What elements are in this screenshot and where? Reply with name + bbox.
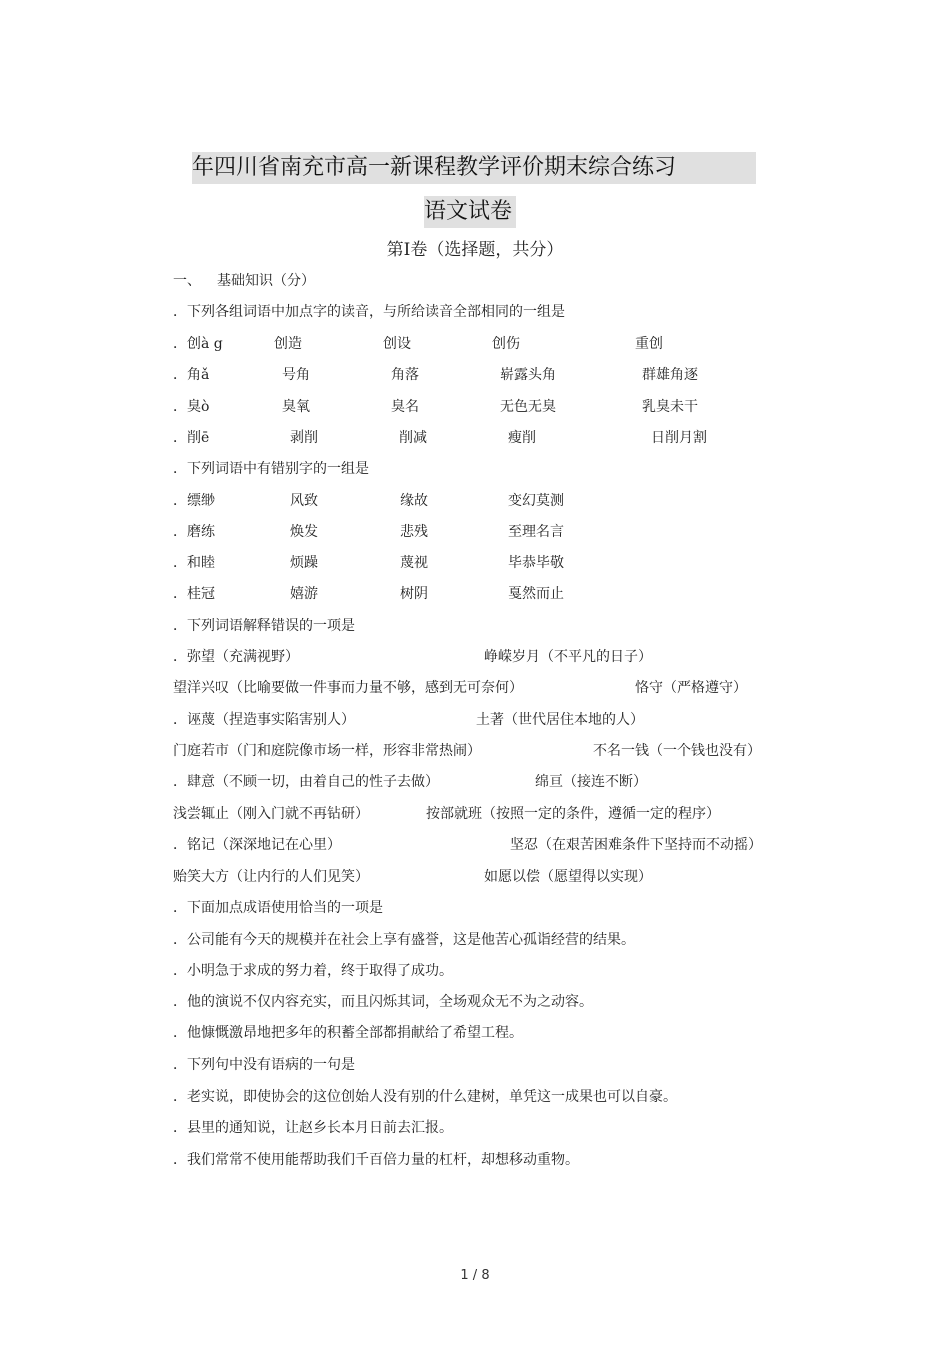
option-word: 戛然而止 xyxy=(508,586,564,602)
q5-option-c: ．我们常常不使用能帮助我们千百倍力量的杠杆，却想移动重物。 xyxy=(173,1152,579,1168)
q1-option-c xyxy=(173,396,773,418)
q5-option-a: ．老实说，即使协会的这位创始人没有别的什么建树，单凭这一成果也可以自豪。 xyxy=(173,1089,677,1105)
term-definition: 如愿以偿（愿望得以实现） xyxy=(484,869,652,885)
option-label: ．创à g xyxy=(173,336,223,352)
term-definition: 恪守（严格遵守） xyxy=(635,680,747,696)
q2-option-a xyxy=(173,490,773,512)
option-word: 焕发 xyxy=(290,524,318,540)
option-word: 至理名言 xyxy=(508,524,564,540)
term-definition: ．诬蔑（捏造事实陷害别人） xyxy=(173,712,355,728)
option-word: 臭名 xyxy=(391,399,419,415)
option-word: 嬉游 xyxy=(290,586,318,602)
option-label: ．缥缈 xyxy=(173,493,215,509)
doc-title-line2: 语文试卷 xyxy=(424,196,516,228)
q3-line-8 xyxy=(173,866,783,888)
option-label: ．和睦 xyxy=(173,555,215,571)
term-definition: 望洋兴叹（比喻要做一件事而力量不够，感到无可奈何） xyxy=(173,680,523,696)
term-definition: 峥嵘岁月（不平凡的日子） xyxy=(484,649,652,665)
q2-option-d xyxy=(173,583,773,605)
option-word: 崭露头角 xyxy=(500,367,556,383)
q3-line-7 xyxy=(173,834,783,856)
question-1-stem: ．下列各组词语中加点字的读音，与所给读音全部相同的一组是 xyxy=(173,304,565,320)
q1-option-a xyxy=(173,333,773,355)
option-label: ．角ǎ xyxy=(173,367,210,383)
question-5-stem: ．下列句中没有语病的一句是 xyxy=(173,1057,355,1073)
q2-option-b xyxy=(173,521,773,543)
option-word: 创伤 xyxy=(492,336,520,352)
term-definition: 门庭若市（门和庭院像市场一样，形容非常热闹） xyxy=(173,743,481,759)
option-word: 日削月割 xyxy=(651,430,707,446)
option-word: 削减 xyxy=(399,430,427,446)
term-definition: 按部就班（按照一定的条件，遵循一定的程序） xyxy=(426,806,720,822)
q3-line-1 xyxy=(173,646,783,668)
option-word: 乳臭未干 xyxy=(642,399,698,415)
option-label: ．臭ò xyxy=(173,399,210,415)
option-label: ．削ē xyxy=(173,430,210,446)
term-definition: 坚忍（在艰苦困难条件下坚持而不动摇） xyxy=(510,837,762,853)
term-definition: 不名一钱（一个钱也没有） xyxy=(593,743,761,759)
option-word: 创设 xyxy=(383,336,411,352)
q4-option-d: ．他慷慨激昂地把多年的积蓄全部都捐献给了希望工程。 xyxy=(173,1025,523,1041)
section-title: 基础知识（分） xyxy=(217,273,315,289)
q1-option-b xyxy=(173,364,773,386)
option-word: 臭氧 xyxy=(282,399,310,415)
doc-subtitle: 第Ⅰ卷（选择题，共分） xyxy=(386,240,564,260)
option-word: 群雄角逐 xyxy=(642,367,698,383)
term-definition: 绵亘（接连不断） xyxy=(535,774,647,790)
term-definition: 贻笑大方（让内行的人们见笑） xyxy=(173,869,369,885)
q1-option-d xyxy=(173,427,773,449)
option-word: 蔑视 xyxy=(400,555,428,571)
q3-line-2 xyxy=(173,677,783,699)
q5-option-b: ．县里的通知说，让赵乡长本月日前去汇报。 xyxy=(173,1120,453,1136)
option-word: 号角 xyxy=(282,367,310,383)
option-word: 悲残 xyxy=(400,524,428,540)
question-2-stem: ．下列词语中有错别字的一组是 xyxy=(173,461,369,477)
term-definition: 浅尝辄止（刚入门就不再钻研） xyxy=(173,806,369,822)
q3-line-5 xyxy=(173,771,783,793)
section-heading xyxy=(173,270,773,292)
option-word: 角落 xyxy=(391,367,419,383)
q3-line-3 xyxy=(173,709,783,731)
question-3-stem: ．下列词语解释错误的一项是 xyxy=(173,618,355,634)
page-number: 1 / 8 xyxy=(460,1268,490,1283)
term-definition: ．铭记（深深地记在心里） xyxy=(173,837,341,853)
option-word: 毕恭毕敬 xyxy=(508,555,564,571)
section-number: 一、 xyxy=(173,273,201,289)
q4-option-a: ．公司能有今天的规模并在社会上享有盛誉，这是他苦心孤诣经营的结果。 xyxy=(173,932,635,948)
option-word: 树阴 xyxy=(400,586,428,602)
q3-line-6 xyxy=(173,803,783,825)
q2-option-c xyxy=(173,552,773,574)
option-word: 瘦削 xyxy=(508,430,536,446)
option-word: 风致 xyxy=(290,493,318,509)
option-word: 无色无臭 xyxy=(500,399,556,415)
doc-title-line1: 年四川省南充市高一新课程教学评价期末综合练习 xyxy=(192,152,756,184)
term-definition: ．弥望（充满视野） xyxy=(173,649,299,665)
option-label: ．桂冠 xyxy=(173,586,215,602)
question-4-stem: ．下面加点成语使用恰当的一项是 xyxy=(173,900,383,916)
term-definition: 土著（世代居住本地的人） xyxy=(476,712,644,728)
option-word: 剥削 xyxy=(290,430,318,446)
option-word: 创造 xyxy=(274,336,302,352)
q4-option-b: ．小明急于求成的努力着，终于取得了成功。 xyxy=(173,963,453,979)
option-word: 重创 xyxy=(635,336,663,352)
term-definition: ．肆意（不顾一切，由着自己的性子去做） xyxy=(173,774,439,790)
option-word: 变幻莫测 xyxy=(508,493,564,509)
q3-line-4 xyxy=(173,740,783,762)
q4-option-c: ．他的演说不仅内容充实，而且闪烁其词，全场观众无不为之动容。 xyxy=(173,994,593,1010)
option-word: 烦躁 xyxy=(290,555,318,571)
option-label: ．磨练 xyxy=(173,524,215,540)
option-word: 缘故 xyxy=(400,493,428,509)
